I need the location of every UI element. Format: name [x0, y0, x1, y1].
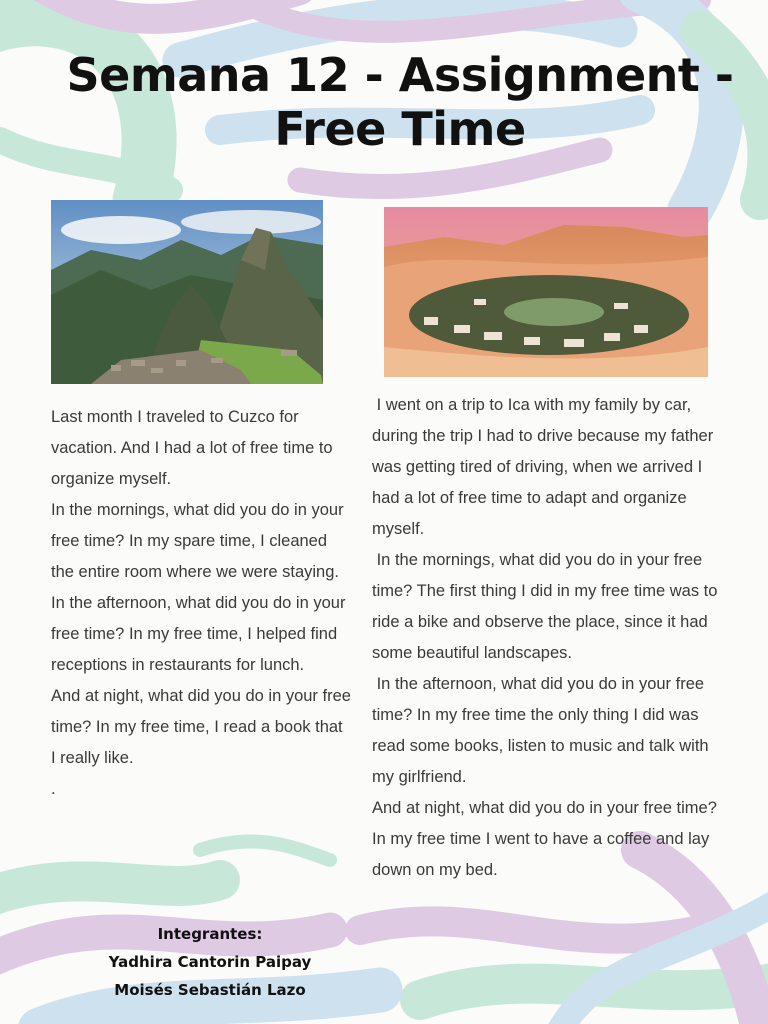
members-heading: Integrantes: — [157, 925, 263, 943]
left-paragraph: And at night, what did you do in your free time? In my free time, I read a book that I really like. — [51, 687, 356, 767]
member-name: Yadhira Cantorin Paipay — [108, 953, 312, 971]
right-paragraph: In the afternoon, what did you do in your free time? In my free time the only thing I did was read some books, listen to music and talk with my girlfriend. — [372, 675, 714, 786]
ica-desert-oasis-photo — [384, 207, 708, 377]
ica-story-text — [372, 390, 732, 886]
cuzco-mountain-photo — [51, 200, 323, 384]
right-paragraph: I went on a trip to Ica with my family by car, during the trip I had to drive because my father was getting tired of driving, when we arrived I had a lot of free time to adapt and organize myself. — [372, 396, 718, 538]
title-line-2: Free Time — [274, 102, 526, 156]
left-paragraph: In the mornings, what did you do in your free time? In my spare time, I cleaned the entire room where we were staying. In the afternoon, what did you do in your free time? In my free time, I helped find receptions in restaurants for lunch. — [51, 501, 351, 674]
right-paragraph: In the mornings, what did you do in your free time? The first thing I did in my free time was to ride a bike and observe the place, since it had some beautiful landscapes. — [372, 551, 723, 662]
cuzco-story-text — [51, 402, 356, 805]
left-paragraph: . — [51, 780, 56, 798]
team-members — [60, 920, 360, 1004]
member-name: Moisés Sebastián Lazo — [114, 981, 306, 999]
page-title — [20, 48, 768, 156]
left-paragraph: Last month I traveled to Cuzco for vacation. And I had a lot of free time to organize myself. — [51, 408, 338, 488]
title-line-1: Semana 12 - Assignment - — [66, 48, 734, 102]
right-paragraph: And at night, what did you do in your free time? In my free time I went to have a coffee and lay down on my bed. — [372, 799, 722, 879]
